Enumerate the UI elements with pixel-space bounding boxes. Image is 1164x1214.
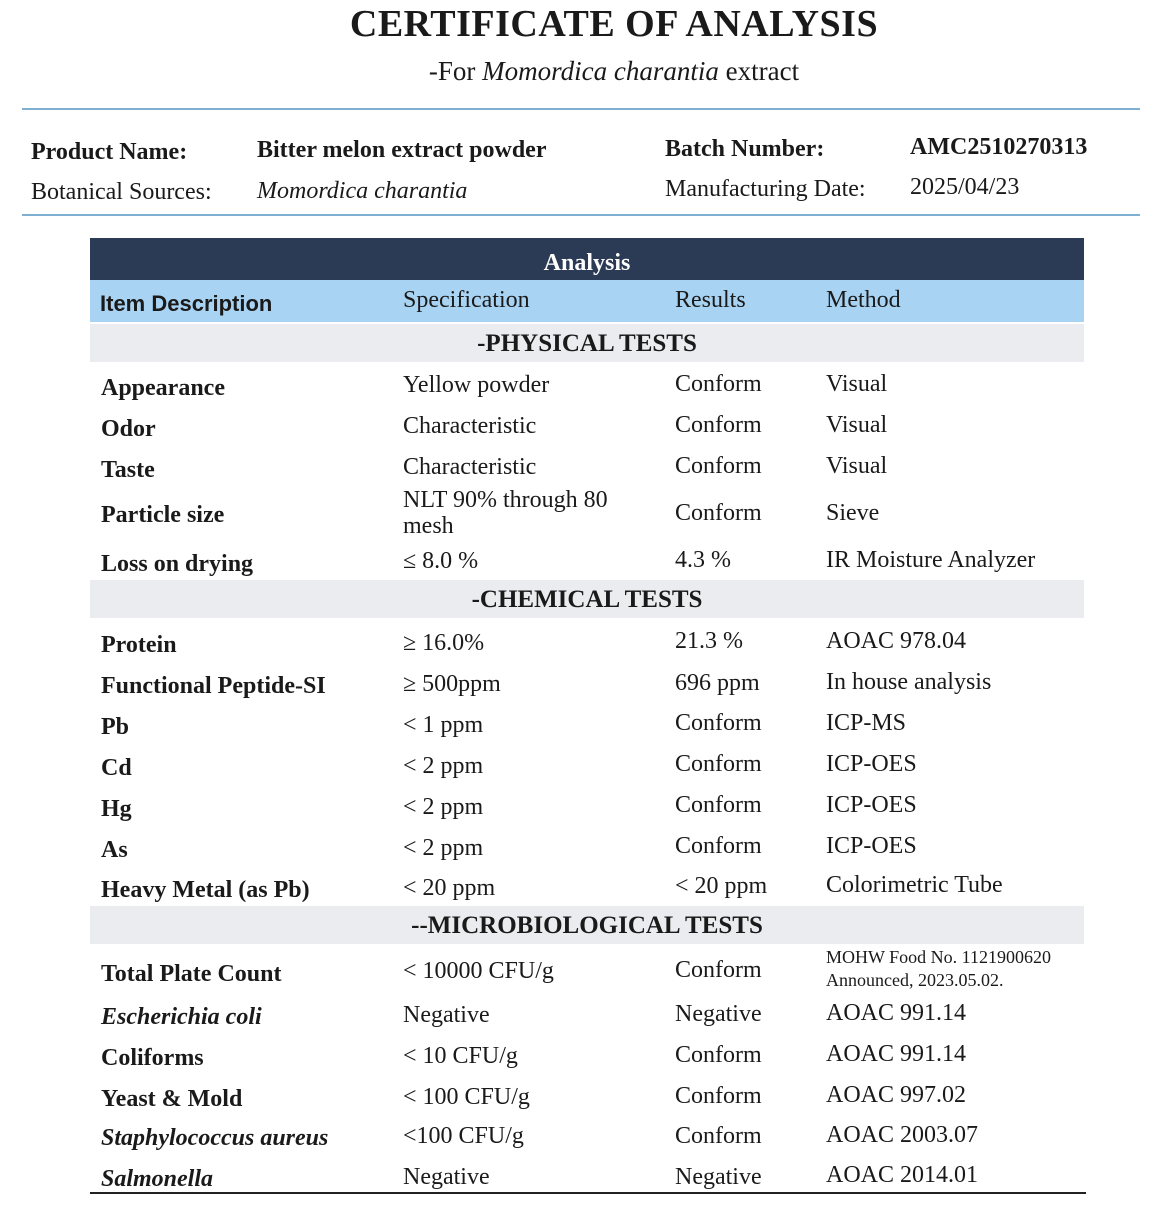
row-cd-result: Conform xyxy=(675,751,762,777)
row-loss-on-drying-spec: ≤ 8.0 % xyxy=(403,548,479,574)
subtitle-prefix: -For xyxy=(428,56,483,86)
row-staph-item: Staphylococcus aureus xyxy=(101,1125,329,1151)
row-taste-method: Visual xyxy=(826,453,888,479)
row-salmonella-method: AOAC 2014.01 xyxy=(826,1162,979,1188)
row-appearance-result: Conform xyxy=(675,371,762,397)
column-header-item: Item Description xyxy=(100,291,273,316)
column-header-results: Results xyxy=(675,287,746,313)
row-pb-result: Conform xyxy=(675,710,762,736)
row-cd-item: Cd xyxy=(101,755,132,781)
row-odor-method: Visual xyxy=(826,412,888,438)
document-title: CERTIFICATE OF ANALYSIS xyxy=(349,3,879,45)
analysis-title-band: Analysis xyxy=(90,238,1084,280)
product-name-label: Product Name: xyxy=(31,139,188,165)
row-total-plate-count-method-line2: Announced, 2023.05.02. xyxy=(826,970,1004,990)
row-particle-size-item: Particle size xyxy=(101,502,225,528)
row-pb-method: ICP-MS xyxy=(826,710,907,736)
info-divider xyxy=(22,214,1140,216)
row-as-method: ICP-OES xyxy=(826,833,917,859)
row-salmonella-result: Negative xyxy=(675,1164,762,1190)
row-protein-spec: ≥ 16.0% xyxy=(403,630,485,656)
row-yeast-mold-item: Yeast & Mold xyxy=(101,1086,243,1112)
row-heavy-metal-result: < 20 ppm xyxy=(675,873,768,899)
row-hg-item: Hg xyxy=(101,796,132,822)
row-yeast-mold-result: Conform xyxy=(675,1083,762,1109)
row-e-coli-spec: Negative xyxy=(403,1002,490,1028)
column-header-method: Method xyxy=(826,287,901,313)
row-cd-spec: < 2 ppm xyxy=(403,753,484,779)
subtitle-suffix: extract xyxy=(718,56,800,86)
row-heavy-metal-method: Colorimetric Tube xyxy=(826,872,1003,898)
row-salmonella-spec: Negative xyxy=(403,1164,490,1190)
row-taste-item: Taste xyxy=(101,457,155,483)
row-total-plate-count-result: Conform xyxy=(675,957,762,983)
manufacturing-date-label: Manufacturing Date: xyxy=(665,176,866,202)
row-as-result: Conform xyxy=(675,833,762,859)
row-odor-spec: Characteristic xyxy=(403,413,537,439)
row-staph-spec: <100 CFU/g xyxy=(403,1123,524,1149)
row-particle-size-spec-line1: NLT 90% through 80 xyxy=(403,487,608,513)
row-yeast-mold-spec: < 100 CFU/g xyxy=(403,1084,530,1110)
row-pb-spec: < 1 ppm xyxy=(403,712,484,738)
row-loss-on-drying-item: Loss on drying xyxy=(101,551,254,577)
row-as-item: As xyxy=(101,837,128,863)
row-loss-on-drying-result: 4.3 % xyxy=(675,547,731,573)
top-divider xyxy=(22,108,1140,110)
row-yeast-mold-method: AOAC 997.02 xyxy=(826,1082,967,1108)
row-peptide-spec: ≥ 500ppm xyxy=(403,671,501,697)
row-total-plate-count-method-line1: MOHW Food No. 1121900620 xyxy=(826,947,1052,967)
subtitle-species: Momordica charantia xyxy=(482,56,719,86)
row-e-coli-method: AOAC 991.14 xyxy=(826,1000,967,1026)
row-particle-size-method: Sieve xyxy=(826,500,880,526)
row-protein-result: 21.3 % xyxy=(675,628,743,654)
row-total-plate-count-item: Total Plate Count xyxy=(101,961,282,987)
row-as-spec: < 2 ppm xyxy=(403,835,484,861)
row-appearance-spec: Yellow powder xyxy=(403,372,550,398)
row-coliforms-method: AOAC 991.14 xyxy=(826,1041,967,1067)
row-cd-method: ICP-OES xyxy=(826,751,917,777)
row-heavy-metal-item: Heavy Metal (as Pb) xyxy=(101,877,310,903)
row-odor-result: Conform xyxy=(675,412,762,438)
row-taste-spec: Characteristic xyxy=(403,454,537,480)
row-e-coli-item: Escherichia coli xyxy=(101,1004,262,1030)
row-coliforms-result: Conform xyxy=(675,1042,762,1068)
row-hg-result: Conform xyxy=(675,792,762,818)
section-physical-tests: -PHYSICAL TESTS xyxy=(90,324,1084,362)
row-coliforms-spec: < 10 CFU/g xyxy=(403,1043,518,1069)
row-e-coli-result: Negative xyxy=(675,1001,762,1027)
row-particle-size-spec-line2: mesh xyxy=(403,513,454,539)
row-appearance-method: Visual xyxy=(826,371,888,397)
manufacturing-date-value: 2025/04/23 xyxy=(910,174,1020,200)
row-hg-method: ICP-OES xyxy=(826,792,917,818)
row-loss-on-drying-method: IR Moisture Analyzer xyxy=(826,547,1036,573)
column-header-spec: Specification xyxy=(403,287,530,313)
row-protein-method: AOAC 978.04 xyxy=(826,628,967,654)
row-coliforms-item: Coliforms xyxy=(101,1045,204,1071)
row-peptide-result: 696 ppm xyxy=(675,670,760,696)
row-staph-method: AOAC 2003.07 xyxy=(826,1122,979,1148)
row-protein-item: Protein xyxy=(101,632,177,658)
product-name-value: Bitter melon extract powder xyxy=(257,137,547,163)
row-particle-size-result: Conform xyxy=(675,500,762,526)
row-odor-item: Odor xyxy=(101,416,156,442)
row-heavy-metal-spec: < 20 ppm xyxy=(403,875,496,901)
section-chemical-tests: -CHEMICAL TESTS xyxy=(90,580,1084,618)
row-staph-result: Conform xyxy=(675,1123,762,1149)
botanical-sources-label: Botanical Sources: xyxy=(31,179,212,205)
row-total-plate-count-spec: < 10000 CFU/g xyxy=(403,958,554,984)
row-peptide-item: Functional Peptide-SI xyxy=(101,673,326,699)
row-appearance-item: Appearance xyxy=(101,375,225,401)
section-microbiological-tests: --MICROBIOLOGICAL TESTS xyxy=(90,906,1084,944)
botanical-sources-value: Momordica charantia xyxy=(257,178,468,204)
row-hg-spec: < 2 ppm xyxy=(403,794,484,820)
row-taste-result: Conform xyxy=(675,453,762,479)
document-subtitle xyxy=(0,56,1164,87)
batch-number-label: Batch Number: xyxy=(665,136,825,162)
table-bottom-rule xyxy=(90,1192,1086,1194)
row-salmonella-item: Salmonella xyxy=(101,1166,214,1192)
row-pb-item: Pb xyxy=(101,714,130,740)
row-peptide-method: In house analysis xyxy=(826,669,992,695)
batch-number-value: AMC2510270313 xyxy=(910,134,1088,160)
